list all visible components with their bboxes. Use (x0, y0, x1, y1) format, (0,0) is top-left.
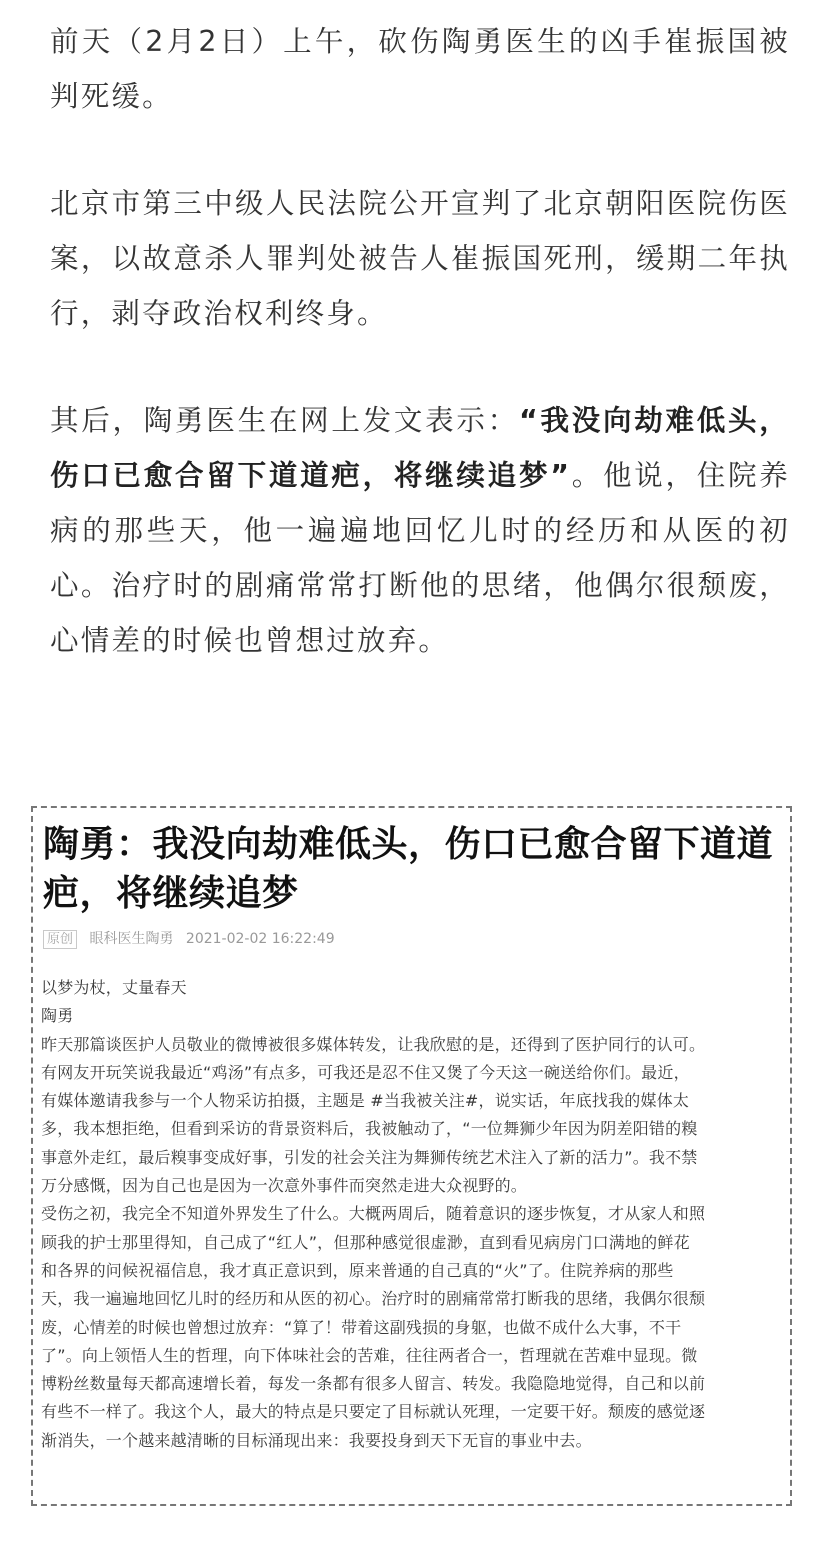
article-body (50, 14, 790, 720)
post-meta (43, 928, 343, 949)
post-line: 顾我的护士那里得知，自己成了“红人”，但那种感觉很虚渺，直到看见病房门口满地的鲜花 (41, 1232, 690, 1252)
post-line: 万分感慨，因为自己也是因为一次意外事件而突然走进大众视野的。 (41, 1176, 528, 1196)
statement-intro: 其后，陶勇医生在网上发文表示： (50, 404, 519, 437)
post-line: 陶勇 (41, 1006, 74, 1026)
post-line: 受伤之初，我完全不知道外界发生了什么。大概两周后，随着意识的逐步恢复，才从家人和照 (41, 1204, 706, 1224)
post-title: 陶勇：我没向劫难低头，伤口已愈合留下道道疤，将继续追梦 (43, 824, 774, 914)
statement-quote: “我没向劫难低头，伤口已愈合留下道道疤，将继续追梦” (50, 404, 790, 492)
post-content (41, 974, 786, 1455)
paragraph-verdict: 前天（2月2日）上午，砍伤陶勇医生的凶手崔振国被判死缓。 (50, 25, 790, 113)
post-line: 昨天那篇谈医护人员敬业的微博被很多媒体转发，让我欣慰的是，还得到了医护同行的认可。 (41, 1034, 706, 1054)
embedded-post-screenshot (31, 806, 792, 1506)
post-line: 以梦为杖，丈量春天 (41, 978, 187, 997)
statement-rest: 。他说，住院养病的那些天，他一遍遍地回忆儿时的经历和从医的初心。治疗时的剧痛常常打断他的思绪，他偶尔很颓废，心情差的时候也曾想过放弃。 (50, 459, 790, 657)
post-line: 和各界的问候祝福信息，我才真正意识到，原来普通的自己真的“火”了。住院养病的那些 (41, 1260, 674, 1280)
post-author: 眼科医生陶勇 (89, 931, 174, 947)
post-line: 有些不一样了。我这个人，最大的特点是只要定了目标就认死理，一定要干好。颓废的感觉逐 (41, 1402, 706, 1422)
paragraph-statement (50, 393, 790, 668)
post-timestamp: 2021-02-02 16:22:49 (185, 931, 335, 947)
post-line: 渐消失，一个越来越清晰的目标涌现出来：我要投身到天下无盲的事业中去。 (41, 1430, 592, 1450)
post-line: 了”。向上领悟人生的哲理，向下体味社会的苦难，往往两者合一，哲理就在苦难中显现。微 (41, 1345, 698, 1365)
post-line: 多，我本想拒绝，但看到采访的背景资料后，我被触动了，“一位舞狮少年因为阴差阳错的糗 (41, 1119, 698, 1139)
post-line: 废，心情差的时候也曾想过放弃：“算了！带着这副残损的身躯，也做不成什么大事，不干 (41, 1317, 682, 1337)
paragraph-court: 北京市第三中级人民法院公开宣判了北京朝阳医院伤医案，以故意杀人罪判处被告人崔振国死刑，缓期二年执行，剥夺政治权利终身。 (50, 187, 790, 330)
post-line: 博粉丝数量每天都高速增长着，每发一条都有很多人留言、转发。我隐隐地觉得，自己和以前 (41, 1374, 706, 1394)
post-line: 事意外走红，最后糗事变成好事，引发的社会关注为舞狮传统艺术注入了新的活力”。我不禁 (41, 1147, 698, 1167)
original-badge: 原创 (43, 930, 77, 949)
post-line: 有媒体邀请我参与一个人物采访拍摄，主题是 #当我被关注#，说实话，年底找我的媒体太 (41, 1091, 690, 1111)
post-line: 天，我一遍遍地回忆儿时的经历和从医的初心。治疗时的剧痛常常打断我的思绪，我偶尔很颓 (41, 1289, 706, 1309)
post-line: 有网友开玩笑说我最近“鸡汤”有点多，可我还是忍不住又煲了今天这一碗送给你们。最近， (41, 1062, 690, 1082)
